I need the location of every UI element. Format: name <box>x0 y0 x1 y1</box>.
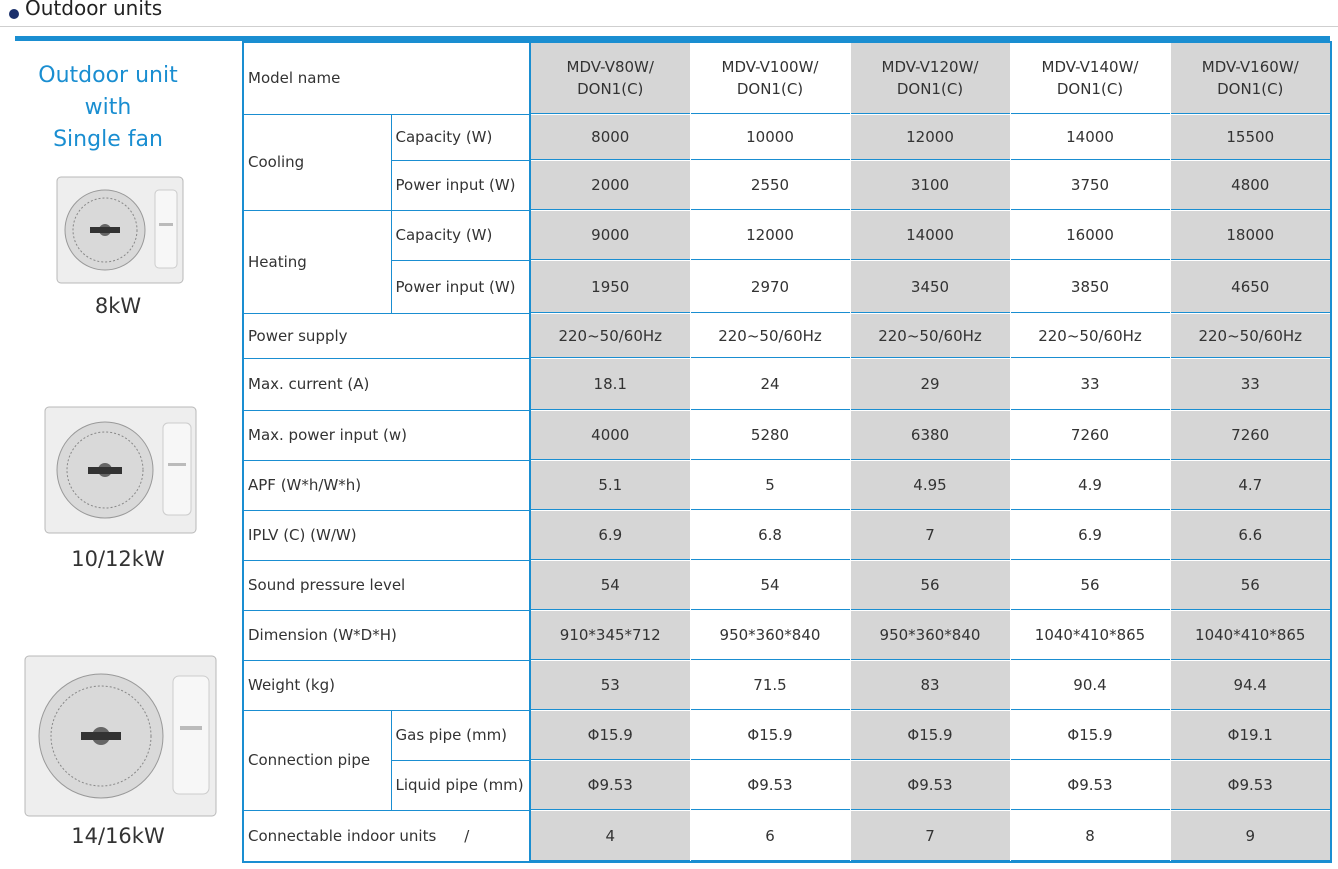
title-line: Single fan <box>53 127 163 152</box>
value-cell: Φ15.9 <box>1010 710 1170 760</box>
label-indoor-units <box>243 810 530 862</box>
model-line: MDV-V100W/ <box>721 58 819 77</box>
row-power-supply <box>243 313 1331 358</box>
row-dimension <box>243 610 1331 660</box>
row-liquid-pipe <box>243 760 1331 810</box>
label-gas-pipe: Gas pipe (mm) <box>391 710 530 760</box>
value-cell: Φ15.9 <box>530 710 690 760</box>
value-cell: 10000 <box>690 114 850 160</box>
value-cell: 2550 <box>690 160 850 210</box>
value-cell: 7260 <box>1010 410 1170 460</box>
label-capacity: Capacity (W) <box>391 210 530 260</box>
value-cell: 6.9 <box>530 510 690 560</box>
row-heating-power <box>243 260 1331 313</box>
value-cell: 3100 <box>850 160 1010 210</box>
row-gas-pipe <box>243 710 1331 760</box>
unit-label-14-16kw: 14/16kW <box>71 824 165 848</box>
label-max-power: Max. power input (w) <box>243 410 530 460</box>
value-cell: 5.1 <box>530 460 690 510</box>
model-line: DON1(C) <box>577 80 644 99</box>
value-cell: 5280 <box>690 410 850 460</box>
model-line: DON1(C) <box>896 80 964 99</box>
value-cell: Φ19.1 <box>1170 710 1331 760</box>
row-cooling-capacity <box>243 114 1331 160</box>
section-header <box>0 0 1338 27</box>
model-line: MDV-V120W/ <box>881 58 979 77</box>
value-cell: 33 <box>1010 358 1170 410</box>
value-cell: 7 <box>850 810 1010 862</box>
model-line: DON1(C) <box>1217 80 1284 99</box>
value-cell: 6.6 <box>1170 510 1331 560</box>
label-heating: Heating <box>243 210 391 313</box>
label-power-supply: Power supply <box>243 313 530 358</box>
value-cell: 6.8 <box>690 510 850 560</box>
title-line: with <box>84 95 132 120</box>
value-cell: Φ15.9 <box>690 710 850 760</box>
value-cell: Φ15.9 <box>850 710 1010 760</box>
model-name-cell <box>690 42 850 114</box>
value-cell: 4.9 <box>1010 460 1170 510</box>
value-cell: 220~50/60Hz <box>530 313 690 358</box>
row-apf <box>243 460 1331 510</box>
value-cell: 6 <box>690 810 850 862</box>
value-cell: 4800 <box>1170 160 1331 210</box>
value-cell: 4650 <box>1170 260 1331 313</box>
model-name-cell <box>530 42 690 114</box>
value-cell: 950*360*840 <box>690 610 850 660</box>
section-title: Outdoor units <box>25 0 163 20</box>
value-cell: 910*345*712 <box>530 610 690 660</box>
value-cell: 4.7 <box>1170 460 1331 510</box>
value-cell: 12000 <box>850 114 1010 160</box>
value-cell: 220~50/60Hz <box>690 313 850 358</box>
row-max-current <box>243 358 1331 410</box>
label-sound: Sound pressure level <box>243 560 530 610</box>
outdoor-ac-unit-icon <box>55 175 185 287</box>
value-cell: 53 <box>530 660 690 710</box>
value-cell: 71.5 <box>690 660 850 710</box>
outdoor-ac-unit-icon <box>43 405 198 537</box>
value-cell: 56 <box>850 560 1010 610</box>
label-liquid-pipe: Liquid pipe (mm) <box>391 760 530 810</box>
left-panel <box>0 44 230 864</box>
model-line: MDV-V140W/ <box>1041 58 1139 77</box>
unit-label-8kw: 8kW <box>94 294 142 318</box>
value-cell: 220~50/60Hz <box>850 313 1010 358</box>
value-cell: 1950 <box>530 260 690 313</box>
model-line: DON1(C) <box>736 80 804 99</box>
value-cell: 950*360*840 <box>850 610 1010 660</box>
value-cell: 14000 <box>1010 114 1170 160</box>
label-max-current: Max. current (A) <box>243 358 530 410</box>
value-cell: 1040*410*865 <box>1010 610 1170 660</box>
value-cell: 9 <box>1170 810 1331 862</box>
value-cell: 220~50/60Hz <box>1170 313 1331 358</box>
value-cell: 220~50/60Hz <box>1010 313 1170 358</box>
value-cell: 4000 <box>530 410 690 460</box>
row-weight <box>243 660 1331 710</box>
value-cell: 16000 <box>1010 210 1170 260</box>
value-cell: 18.1 <box>530 358 690 410</box>
value-cell: 15500 <box>1170 114 1331 160</box>
value-cell: 9000 <box>530 210 690 260</box>
value-cell: 54 <box>690 560 850 610</box>
value-cell: 2000 <box>530 160 690 210</box>
label-apf: APF (W*h/W*h) <box>243 460 530 510</box>
value-cell: 4 <box>530 810 690 862</box>
label-weight: Weight (kg) <box>243 660 530 710</box>
row-heating-capacity <box>243 210 1331 260</box>
value-cell: 3850 <box>1010 260 1170 313</box>
value-cell: 6.9 <box>1010 510 1170 560</box>
label-power-input: Power input (W) <box>391 160 530 210</box>
model-line: MDV-V160W/ <box>1201 58 1299 77</box>
label-connection-pipe: Connection pipe <box>243 710 391 810</box>
model-name-cell <box>850 42 1010 114</box>
row-max-power <box>243 410 1331 460</box>
value-cell: Φ9.53 <box>1010 760 1170 810</box>
slash-mark: / <box>464 826 470 845</box>
value-cell: 54 <box>530 560 690 610</box>
value-cell: Φ9.53 <box>850 760 1010 810</box>
label-cooling: Cooling <box>243 114 391 210</box>
value-cell: 14000 <box>850 210 1010 260</box>
model-name-cell <box>1170 42 1331 114</box>
value-cell: 83 <box>850 660 1010 710</box>
value-cell: 3750 <box>1010 160 1170 210</box>
value-cell: 24 <box>690 358 850 410</box>
value-cell: 33 <box>1170 358 1331 410</box>
value-cell: 12000 <box>690 210 850 260</box>
label-model-name: Model name <box>243 42 530 114</box>
value-cell: 56 <box>1170 560 1331 610</box>
label-capacity: Capacity (W) <box>391 114 530 160</box>
value-cell: 94.4 <box>1170 660 1331 710</box>
title-line: Outdoor unit <box>38 63 178 88</box>
unit-label-10-12kw: 10/12kW <box>71 547 165 571</box>
label-power-input: Power input (W) <box>391 260 530 313</box>
bullet-dot-icon <box>9 9 19 19</box>
value-cell: 8000 <box>530 114 690 160</box>
model-name-cell <box>1010 42 1170 114</box>
value-cell: 29 <box>850 358 1010 410</box>
model-line: DON1(C) <box>1056 80 1124 99</box>
value-cell: 8 <box>1010 810 1170 862</box>
value-cell: 56 <box>1010 560 1170 610</box>
value-cell: 5 <box>690 460 850 510</box>
value-cell: 3450 <box>850 260 1010 313</box>
value-cell: 2970 <box>690 260 850 313</box>
value-cell: 7260 <box>1170 410 1331 460</box>
value-cell: 18000 <box>1170 210 1331 260</box>
value-cell: 4.95 <box>850 460 1010 510</box>
value-cell: Φ9.53 <box>530 760 690 810</box>
value-cell: 90.4 <box>1010 660 1170 710</box>
indoor-label-text: Connectable indoor units <box>248 826 437 845</box>
row-iplv <box>243 510 1331 560</box>
row-model-name <box>243 42 1331 114</box>
left-panel-title <box>0 60 216 156</box>
row-indoor-units <box>243 810 1331 862</box>
row-cooling-power <box>243 160 1331 210</box>
value-cell: Φ9.53 <box>1170 760 1331 810</box>
model-line: MDV-V80W/ <box>566 58 654 77</box>
value-cell: 1040*410*865 <box>1170 610 1331 660</box>
outdoor-ac-unit-icon <box>23 654 218 819</box>
spec-table <box>242 41 1332 863</box>
value-cell: 7 <box>850 510 1010 560</box>
label-dimension: Dimension (W*D*H) <box>243 610 530 660</box>
value-cell: 6380 <box>850 410 1010 460</box>
row-sound <box>243 560 1331 610</box>
value-cell: Φ9.53 <box>690 760 850 810</box>
label-iplv: IPLV (C) (W/W) <box>243 510 530 560</box>
